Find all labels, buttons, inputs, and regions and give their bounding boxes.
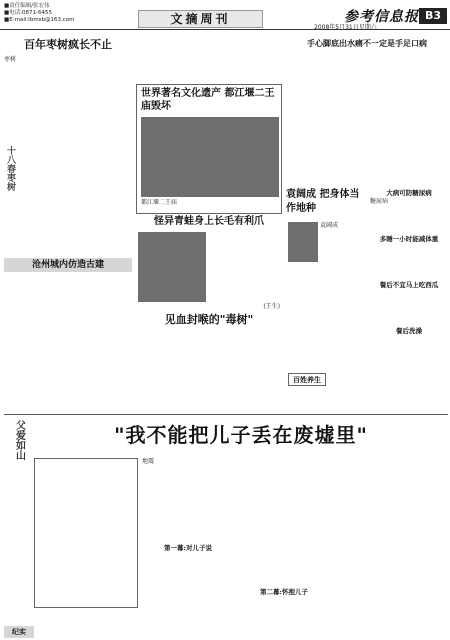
article-title: 袁阔成 把身体当作地种 [286, 189, 360, 214]
article-health-tips [370, 188, 448, 388]
article-frog [136, 214, 282, 312]
newspaper-logo: 参考信息报 [344, 9, 419, 25]
tip-body [370, 290, 448, 326]
article-title: 手心脚底出水痛不一定是手足口病 [307, 38, 427, 48]
article-title: 世界著名文化遗产 都江堰二王庙毁坏 [141, 88, 275, 112]
main-story-title: "我不能把儿子丢在废墟里" [114, 423, 368, 447]
issue-date: 2008年5月31日星期六 [314, 24, 377, 31]
section-divider [4, 414, 448, 415]
main-side-title: 父爱如山 [13, 420, 25, 460]
article-body [210, 232, 280, 302]
tip-body: 糖尿病 [370, 198, 389, 205]
article-body: 都江堰二王庙 [141, 199, 178, 206]
tip-title: 餐后不宜马上吃西瓜 [379, 281, 439, 289]
article-jujube [4, 36, 132, 144]
side-title-box [4, 146, 18, 256]
photo [141, 117, 279, 197]
column-tag: 百姓养生 [288, 373, 326, 386]
portrait-photo [288, 222, 318, 262]
main-story-body [34, 458, 448, 630]
frog-photo [138, 232, 206, 302]
page-header [0, 0, 450, 30]
main-side-title-box [4, 416, 34, 626]
header-info-line: ■电话:0871-6455 [4, 10, 53, 16]
article-title: 沧州城内仿造古建 [4, 258, 132, 272]
article-text-block [4, 360, 132, 414]
tip-title: 餐后洗澡 [396, 327, 422, 335]
tip-body [370, 244, 448, 280]
header-info-line: ■E-mail:lbmsb@163.com [4, 17, 75, 23]
article-title: 见血封喉的"毒树" [164, 313, 254, 326]
article-cangzhou [4, 258, 132, 358]
header-info-line: ■责任编辑/张宏伟 [4, 3, 50, 9]
story-category-tag: 纪实 [4, 626, 34, 638]
header-info [4, 3, 75, 24]
tip-title: 大病可防糖尿病 [386, 189, 432, 197]
caption: (王生) [263, 303, 280, 311]
tip-title: 多睡一小时能减体重 [379, 235, 439, 243]
main-story-title-bar [34, 416, 448, 456]
article-poison-tree [136, 312, 282, 414]
pull-quote-box [34, 458, 138, 608]
section-title: 文摘周刊 [138, 10, 263, 28]
article-dujiangyan [136, 84, 282, 214]
article-body: 袁阔成 [320, 222, 339, 229]
article-continued [20, 146, 130, 256]
tip-body [370, 336, 448, 356]
article-title: 百年枣树疯长不止 [24, 38, 112, 51]
article-hand-foot [286, 36, 448, 186]
article-title: 怪异青蛙身上长毛有利爪 [154, 216, 264, 227]
main-story-text: 地震 [142, 458, 155, 465]
article-yuan-kuocheng [286, 188, 368, 388]
sub-heading: 第二幕:怀抱儿子 [260, 588, 308, 596]
article-body: 枣树 [4, 56, 17, 63]
side-title: 十八春枣树 [5, 146, 15, 191]
article-jujube-continued [136, 36, 282, 84]
sub-heading: 第一幕:对儿子说 [164, 544, 212, 552]
page-number: B3 [419, 8, 447, 24]
